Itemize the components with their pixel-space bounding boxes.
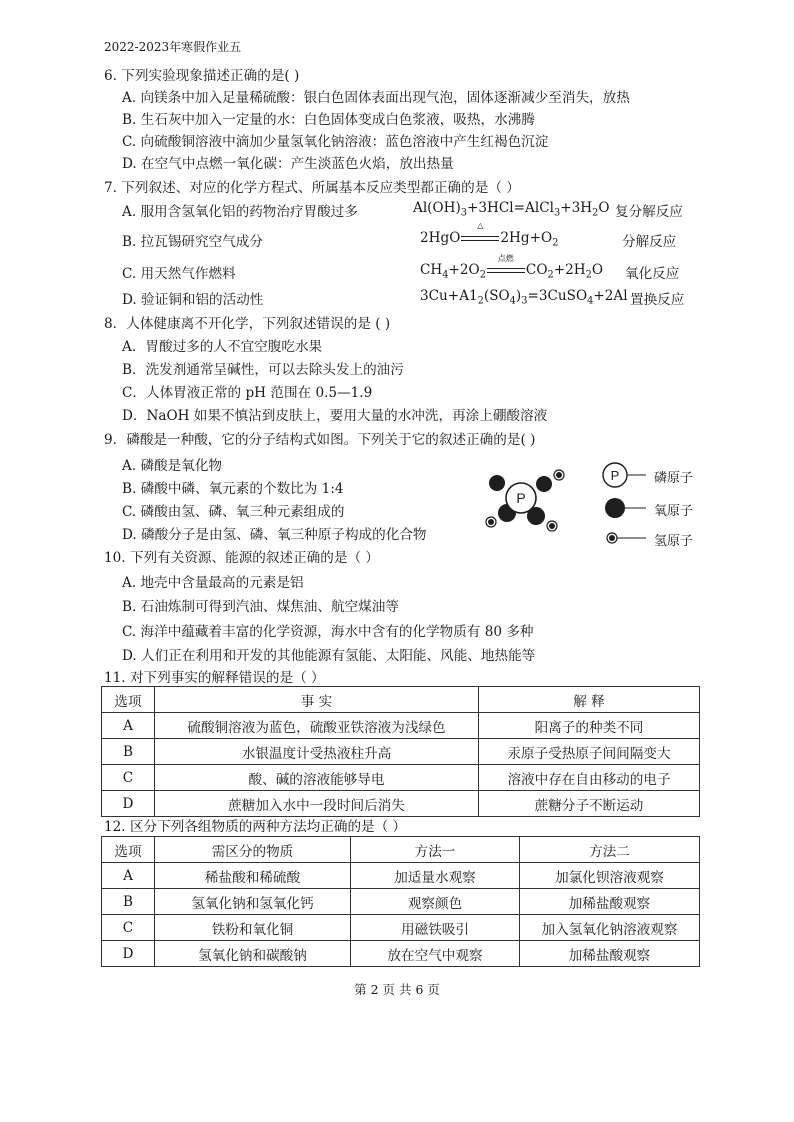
table-cell: A [102,713,155,739]
q9-stem: 9．磷酸是一种酸，它的分子结构式如图。下列关于它的叙述正确的是( ) [104,432,536,448]
ignite-condition: 点燃 [497,254,514,263]
phosphorus-legend-icon [603,463,646,487]
table-cell: 阳离子的种类不同 [479,713,700,739]
svg-text:P: P [516,490,526,506]
q11-table [101,686,700,817]
table-cell: 溶液中存在自由移动的电子 [479,765,700,791]
page-number: 第 2 页 共 6 页 [354,982,440,997]
table-cell: 蔗糖分子不断运动 [479,791,700,817]
q7-row-c-type: 氧化反应 [625,266,680,282]
table-cell: 蔗糖加入水中一段时间后消失 [155,791,479,817]
q7-row-d-desc: D. 验证铜和铝的活动性 [122,292,264,308]
q6-option-d: D. 在空气中点燃一氧化碳：产生淡蓝色火焰，放出热量 [122,156,454,172]
table-cell: 观察颜色 [351,889,520,915]
table-cell: 稀盐酸和稀硫酸 [155,863,351,889]
q7-row-b-type: 分解反应 [622,234,677,250]
q6-option-b: B. 生石灰中加入一定量的水：白色固体变成白色浆液，吸热，水沸腾 [122,112,535,128]
table-cell: B [102,889,155,915]
column-header: 方法二 [520,837,700,863]
document-header: 2022-2023年寒假作业五 [104,40,242,54]
heat-condition: △ [477,221,484,230]
hydrogen-atom [547,521,557,531]
q8-option-d: D．NaOH 如果不慎沾到皮肤上，要用大量的水冲洗，再涂上硼酸溶液 [122,408,548,424]
q7-stem: 7. 下列叙述、对应的化学方程式、所属基本反应类型都正确的是（ ） [104,180,520,196]
table-cell: 加入氢氧化钠溶液观察 [520,915,700,941]
table-cell: 水银温度计受热液柱升高 [155,739,479,765]
table-cell: 放在空气中观察 [351,941,520,967]
table-cell: 加稀盐酸观察 [520,941,700,967]
q10-option-c: C. 海洋中蕴藏着丰富的化学资源，海水中含有的化学物质有 80 多种 [122,624,534,640]
hydrogen-atom [486,517,496,527]
table-row [102,791,700,817]
legend-oxygen-label: 氧原子 [654,504,694,519]
table-row [102,889,700,915]
table-cell: D [102,941,155,967]
hydrogen-atom [554,470,564,480]
q10-option-a: A. 地壳中含量最高的元素是铝 [122,575,304,591]
table-row [102,863,700,889]
q7-row-a-type: 复分解反应 [615,204,683,220]
q10-stem: 10. 下列有关资源、能源的叙述正确的是（ ） [104,550,379,566]
q6-stem: 6. 下列实验现象描述正确的是( ) [104,68,300,84]
q7-row-c-equation: $CH_4+2O_2$ 点燃 $CO_2+2H_2O$ [420,254,603,281]
q10-option-b: B. 石油炼制可得到汽油、煤焦油、航空煤油等 [122,599,399,615]
table-cell: B [102,739,155,765]
table-cell: 酸、碱的溶液能够导电 [155,765,479,791]
q9-option-b: B. 磷酸中磷、氧元素的个数比为 1:4 [122,481,344,497]
column-header: 选项 [102,837,155,863]
table-cell: 硫酸铜溶液为蓝色，硫酸亚铁溶液为浅绿色 [155,713,479,739]
q6-option-c: C. 向硫酸铜溶液中滴加少量氢氧化钠溶液：蓝色溶液中产生红褐色沉淀 [122,134,549,150]
table-row [102,739,700,765]
atom-legend-symbols [594,458,648,550]
table-cell: 汞原子受热原子间间隔变大 [479,739,700,765]
q7-row-d-equation: $3Cu+A1_2(SO_4)_3=3CuSO_4+2Al$ [420,288,628,307]
q9-option-a: A. 磷酸是氧化物 [122,458,223,474]
q11-table-header [102,687,700,713]
phosphorus-atom [506,483,536,513]
table-cell: D [102,791,155,817]
q12-table [101,836,700,967]
column-header: 方法一 [351,837,520,863]
q7-row-d-type: 置换反应 [630,292,685,308]
oxygen-legend-icon [605,498,646,518]
svg-text:P: P [610,468,620,483]
table-cell: C [102,915,155,941]
q7-row-a-equation: $Al(OH)_3+3HCl=AlCl_3+3H_2O$ [413,200,610,219]
table-row [102,941,700,967]
table-row [102,765,700,791]
q9-option-d: D. 磷酸分子是由氢、磷、氧三种原子构成的化合物 [122,527,427,543]
column-header: 选项 [102,687,155,713]
table-cell: 铁粉和氧化铜 [155,915,351,941]
legend-hydrogen-label: 氢原子 [654,534,694,549]
q7-row-b-desc: B. 拉瓦锡研究空气成分 [122,234,263,250]
q7-row-b-equation: 2HgO △ $2Hg+O_2$ [420,221,559,249]
q8-option-a: A．胃酸过多的人不宜空腹吃水果 [122,339,323,355]
table-cell: 加适量水观察 [351,863,520,889]
q8-option-b: B．洗发剂通常呈碱性，可以去除头发上的油污 [122,362,404,378]
column-header: 事 实 [155,687,479,713]
table-row [102,915,700,941]
q7-row-c-desc: C. 用天然气作燃料 [122,266,236,282]
table-cell: A [102,863,155,889]
q12-stem: 12. 区分下列各组物质的两种方法均正确的是（ ） [104,819,407,835]
table-cell: 氢氧化钠和氢氧化钙 [155,889,351,915]
q7-row-a-desc: A. 服用含氢氧化铝的药物治疗胃酸过多 [122,204,358,220]
table-cell: 用磁铁吸引 [351,915,520,941]
oxygen-atom [536,476,552,492]
column-header: 需区分的物质 [155,837,351,863]
q10-option-d: D. 人们正在利用和开发的其他能源有氢能、太阳能、风能、地热能等 [122,648,536,664]
table-cell: 氢氧化钠和碳酸钠 [155,941,351,967]
q8-stem: 8．人体健康离不开化学，下列叙述错误的是 ( ) [104,316,391,332]
table-cell: C [102,765,155,791]
table-row [102,713,700,739]
q12-table-header [102,837,700,863]
phosphoric-acid-molecule-figure [478,462,568,540]
oxygen-atom [489,475,505,491]
q11-stem: 11. 对下列事实的解释错误的是（ ） [104,670,325,686]
table-cell: 加稀盐酸观察 [520,889,700,915]
column-header: 解 释 [479,687,700,713]
hydrogen-legend-icon [607,533,646,543]
q8-option-c: C．人体胃液正常的 pH 范围在 0.5—1.9 [122,385,373,401]
table-cell: 加氯化钡溶液观察 [520,863,700,889]
legend-phosphorus-label: 磷原子 [654,471,694,486]
q9-option-c: C. 磷酸由氢、磷、氧三种元素组成的 [122,504,345,520]
q6-option-a: A. 向镁条中加入足量稀硫酸：银白色固体表面出现气泡，固体逐渐减少至消失，放热 [122,90,630,106]
